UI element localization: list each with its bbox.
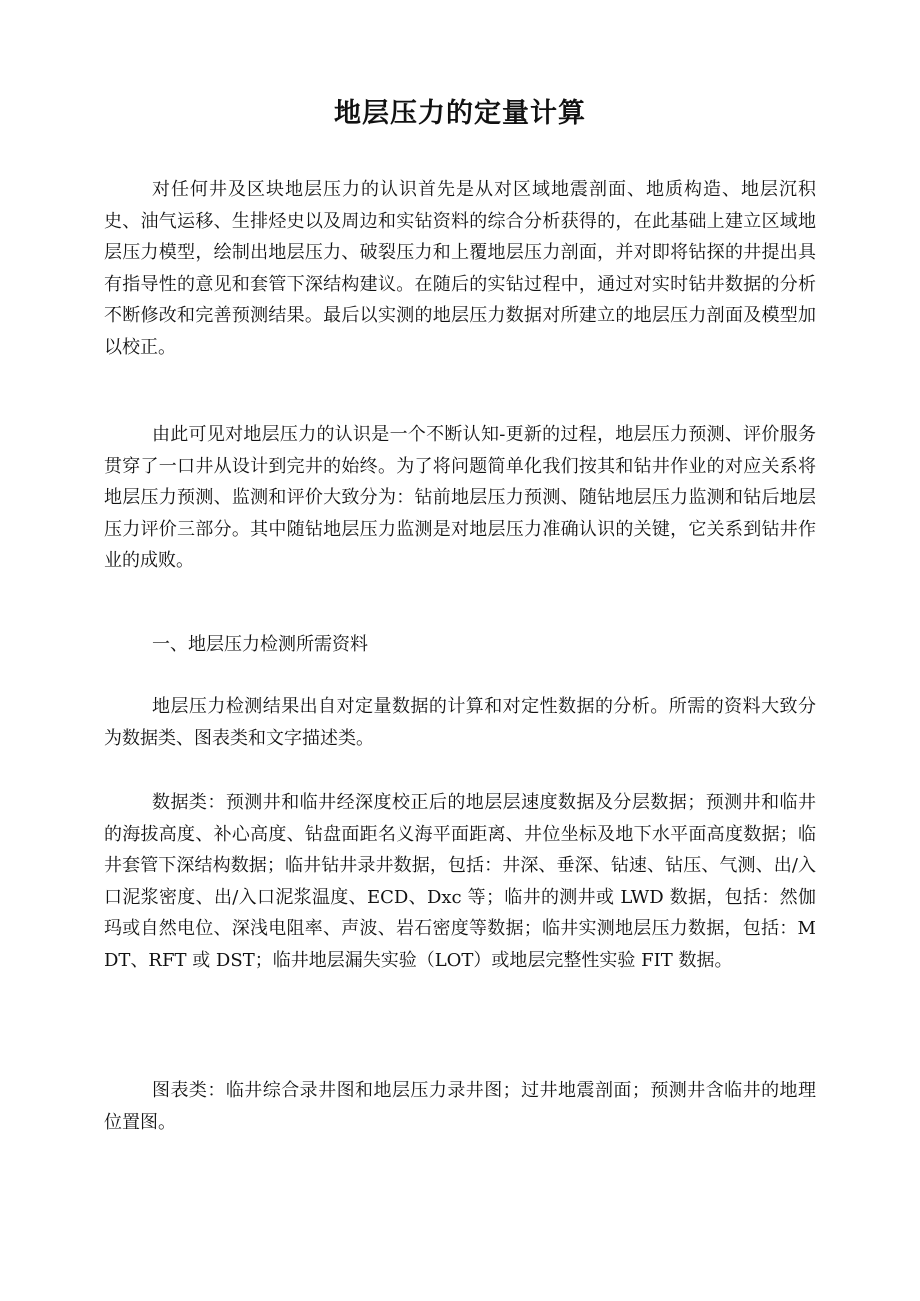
paragraph-intro: 对任何井及区块地层压力的认识首先是从对区域地震剖面、地质构造、地层沉积史、油气运移、生排烃史以及周边和实钻资料的综合分析获得的，在此基础上建立区域地层压力模型，绘制出地层压力、破裂压力和上覆地层压力剖面，并对即将钻探的井提出具有指导性的意见和套管下深结构建议。在随后的实钻过程中，通过对实时钻井数据的分析不断修改和完善预测结果。最后以实测的地层压力数据对所建立的地层压力剖面及模型加以校正。 <box>104 179 816 358</box>
document-title: 地层压力的定量计算 <box>334 98 586 129</box>
section-heading-required-data: 一、地层压力检测所需资料 <box>152 634 368 655</box>
paragraph-process: 由此可见对地层压力的认识是一个不断认知-更新的过程，地层压力预测、评价服务贯穿了一口井从设计到完井的始终。为了将问题简单化我们按其和钻井作业的对应关系将地层压力预测、监测和评价大致分为：钻前地层压力预测、随钻地层压力监测和钻后地层压力评价三部分。其中随钻地层压力监测是对地层压力准确认识的关键，它关系到钻井作业的成败。 <box>104 424 816 571</box>
paragraph-data-category: 数据类：预测井和临井经深度校正后的地层层速度数据及分层数据；预测井和临井的海拔高度、补心高度、钻盘面距名义海平面距离、井位坐标及地下水平面高度数据；临井套管下深结构数据；临井钻井录井数据，包括：井深、垂深、钻速、钻压、气测、出/入口泥浆密度、出/入口泥浆温度、ECD、Dxc 等；临井的测井或 LWD 数据，包括：然伽玛或自然电位、深浅电阻率、声波、岩石密度等数据；临井实测地层压力数据，包括：MDT、RFT 或 DST；临井地层漏失实验（LOT）或地层完整性实验 FIT 数据。 <box>104 792 816 971</box>
paragraph-chart-category: 图表类：临井综合录井图和地层压力录井图；过井地震剖面；预测井含临井的地理位置图。 <box>104 1080 816 1133</box>
paragraph-data-overview: 地层压力检测结果出自对定量数据的计算和对定性数据的分析。所需的资料大致分为数据类、图表类和文字描述类。 <box>104 696 816 749</box>
